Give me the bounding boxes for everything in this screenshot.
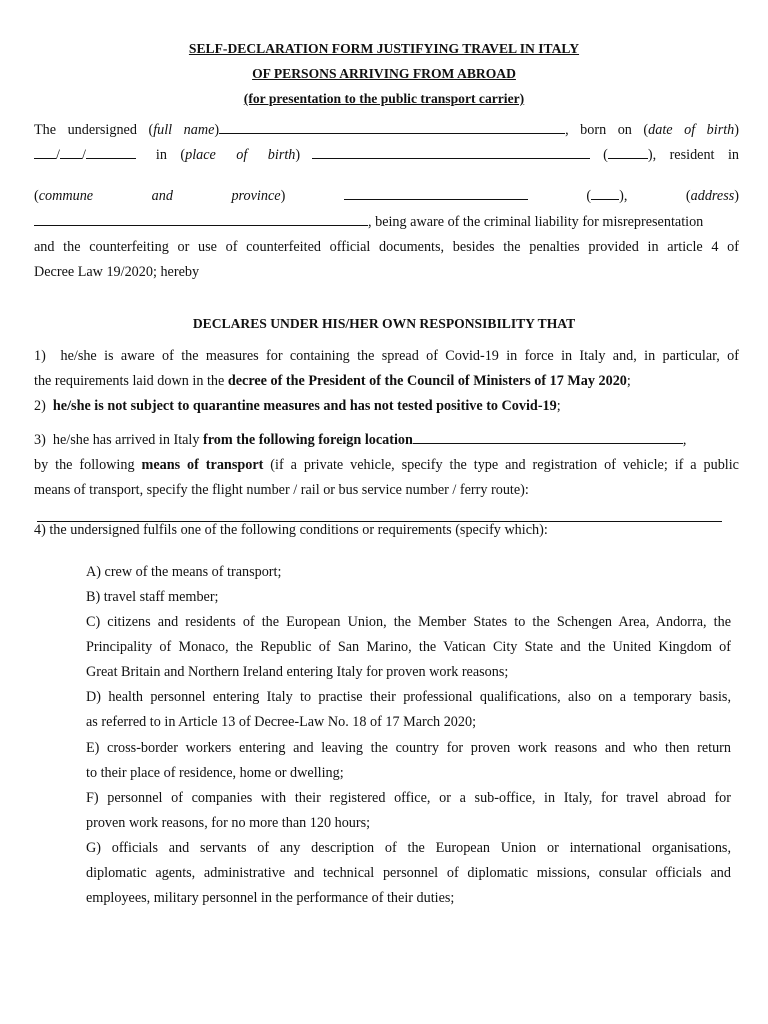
- place-of-birth-field[interactable]: [312, 144, 590, 159]
- condition-d-line-2: as referred to in Article 13 of Decree-Law No. 18 of 17 March 2020;: [86, 714, 477, 730]
- birth-year-field[interactable]: [86, 144, 136, 159]
- condition-c-line-1: C) citizens and residents of the European Union, the Member States to the Schengen Area, Andorra, the: [86, 614, 731, 630]
- foreign-location-field[interactable]: [413, 429, 683, 444]
- condition-g-line-3: employees, military personnel in the performance of their duties;: [86, 890, 455, 906]
- item-3-line-1: 3) he/she has arrived in Italy from the following foreign location ,: [34, 428, 739, 453]
- condition-b: B) travel staff member;: [86, 589, 219, 605]
- condition-f-line-2: proven work reasons, for no more than 120 hours;: [86, 815, 371, 831]
- condition-c-line-2: Principality of Monaco, the Republic of San Marino, the Vatican City State and the United Kingdom of: [86, 639, 731, 655]
- birth-day-field[interactable]: [34, 144, 56, 159]
- form-subtitle: (for presentation to the public transport carrier): [243, 91, 525, 106]
- birth-province-field[interactable]: [608, 144, 648, 159]
- condition-e-line-1: E) cross-border workers entering and leaving the country for proven work reasons and who then return: [86, 740, 731, 756]
- declares-heading: DECLARES UNDER HIS/HER OWN RESPONSIBILITY THAT: [192, 316, 576, 331]
- condition-a: A) crew of the means of transport;: [86, 564, 282, 580]
- birth-month-field[interactable]: [60, 144, 82, 159]
- address-field[interactable]: [34, 211, 368, 226]
- intro-line-5: and the counterfeiting or use of counterfeited official documents, besides the penalties provided in article 4 of: [34, 239, 739, 255]
- item-1-line-2: the requirements laid down in the decree of the President of the Council of Ministers of 17 May 2020;: [34, 373, 631, 389]
- form-title-line2: OF PERSONS ARRIVING FROM ABROAD: [252, 66, 516, 81]
- item-2: 2) he/she is not subject to quarantine measures and has not tested positive to Covid-19;: [34, 398, 561, 414]
- full-name-field[interactable]: [219, 119, 565, 134]
- item-3-line-2: by the following means of transport (if a private vehicle, specify the type and registration of vehicle; if a public: [34, 457, 739, 473]
- condition-e-line-2: to their place of residence, home or dwelling;: [86, 765, 344, 781]
- item-4: 4) the undersigned fulfils one of the following conditions or requirements (specify which):: [34, 522, 548, 538]
- intro-line-4: , being aware of the criminal liability for misrepresentation: [34, 210, 739, 235]
- condition-c-line-3: Great Britain and Northern Ireland entering Italy for proven work reasons;: [86, 664, 509, 680]
- commune-field[interactable]: [344, 185, 528, 200]
- item-1-line-1: 1) he/she is aware of the measures for containing the spread of Covid-19 in force in Italy and, in particular, of: [34, 348, 739, 364]
- item-3-line-3: means of transport, specify the flight number / rail or bus service number / ferry route):: [34, 482, 529, 498]
- condition-g-line-2: diplomatic agents, administrative and technical personnel of diplomatic missions, consular officials and: [86, 865, 731, 881]
- form-title-line1: SELF-DECLARATION FORM JUSTIFYING TRAVEL IN ITALY: [188, 41, 580, 56]
- intro-line-6: Decree Law 19/2020; hereby: [34, 264, 200, 280]
- condition-d-line-1: D) health personnel entering Italy to practise their professional qualifications, also on a temporary basis,: [86, 689, 731, 705]
- intro-line-2: / / in (place of birth) ( ), resident in: [34, 143, 739, 168]
- residence-province-field[interactable]: [591, 185, 619, 200]
- intro-line-3: (commune and province) ( ), (address): [34, 184, 739, 209]
- intro-line-1: The undersigned (full name) , born on (date of birth): [34, 118, 739, 143]
- condition-g-line-1: G) officials and servants of any description of the European Union or international organisations,: [86, 840, 731, 856]
- condition-f-line-1: F) personnel of companies with their registered office, or a sub-office, in Italy, for travel abroad for: [86, 790, 731, 806]
